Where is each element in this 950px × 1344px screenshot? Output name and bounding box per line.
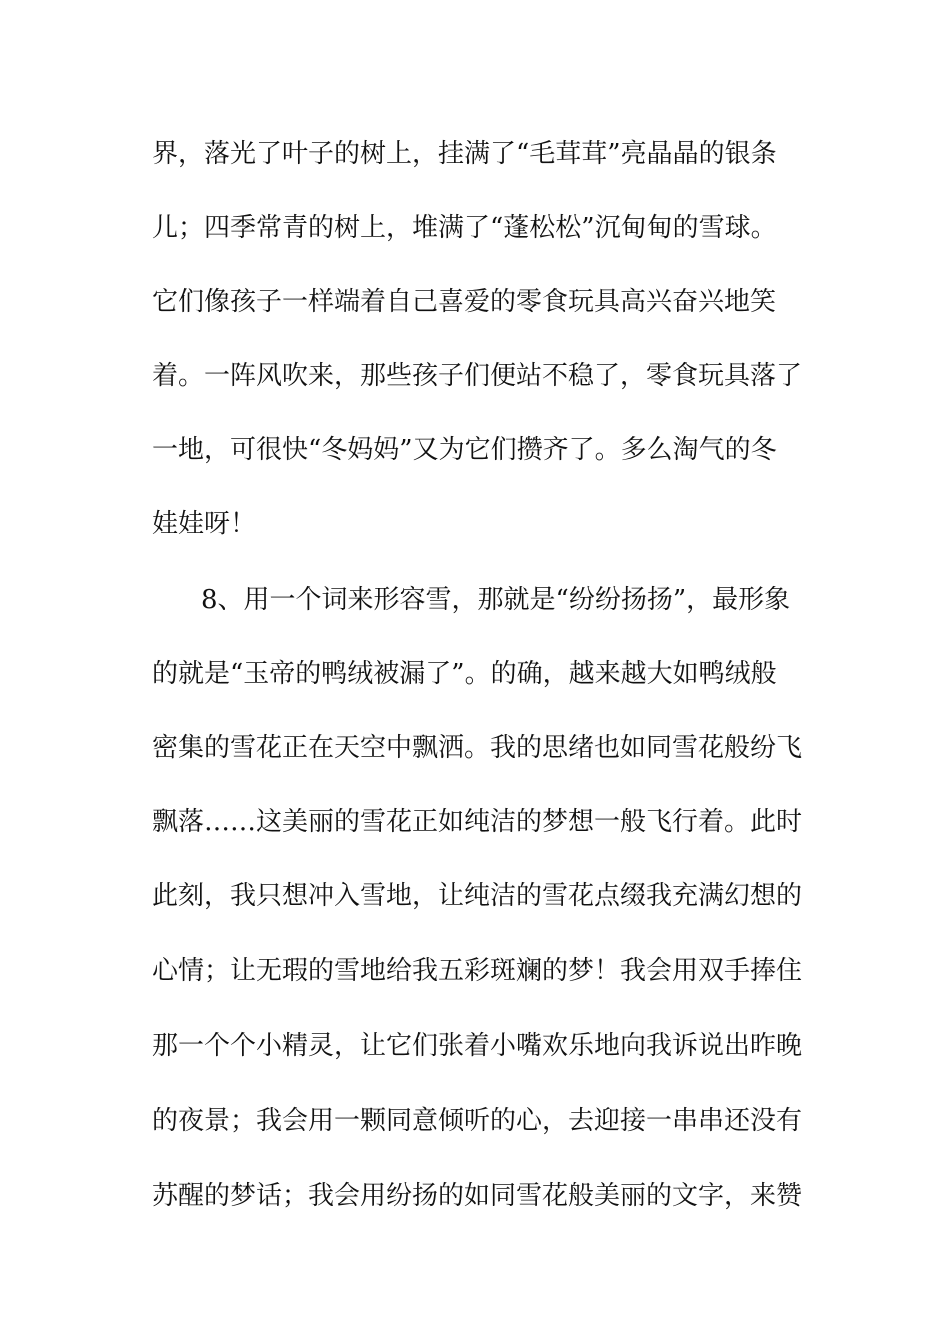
text-line: 的就是“玉帝的鸭绒被漏了”。的确，越来越大如鸭绒般 bbox=[152, 659, 777, 689]
text-line: 一地，可很快“冬妈妈”又为它们攒齐了。多么淘气的冬 bbox=[152, 435, 777, 465]
text-line: 此刻，我只想冲入雪地，让纯洁的雪花点缀我充满幻想的 bbox=[152, 881, 803, 911]
text-line: 飘落……这美丽的雪花正如纯洁的梦想一般飞行着。此时 bbox=[152, 807, 803, 837]
text-line: 密集的雪花正在天空中飘洒。我的思绪也如同雪花般纷飞 bbox=[152, 733, 803, 763]
text-line: 娃娃呀！ bbox=[152, 509, 257, 539]
text-line: 儿；四季常青的树上，堆满了“蓬松松”沉甸甸的雪球。 bbox=[152, 213, 777, 243]
text-line: 那一个个小精灵，让它们张着小嘴欢乐地向我诉说出昨晚 bbox=[152, 1031, 803, 1061]
text-line: 的夜景；我会用一颗同意倾听的心，去迎接一串串还没有 bbox=[152, 1106, 803, 1136]
text-line: 心情；让无瑕的雪地给我五彩斑斓的梦！我会用双手捧住 bbox=[152, 956, 803, 986]
text-line: 苏醒的梦话；我会用纷扬的如同雪花般美丽的文字，来赞 bbox=[152, 1181, 803, 1211]
text-line: 界，落光了叶子的树上，挂满了“毛茸茸”亮晶晶的银条 bbox=[152, 139, 777, 169]
text-line: 着。一阵风吹来，那些孩子们便站不稳了，零食玩具落了 bbox=[152, 361, 803, 391]
paragraph-start-line: 8、用一个词来形容雪，那就是“纷纷扬扬”，最形象 bbox=[201, 585, 791, 615]
text-line: 它们像孩子一样端着自己喜爱的零食玩具高兴奋兴地笑 bbox=[152, 287, 777, 317]
